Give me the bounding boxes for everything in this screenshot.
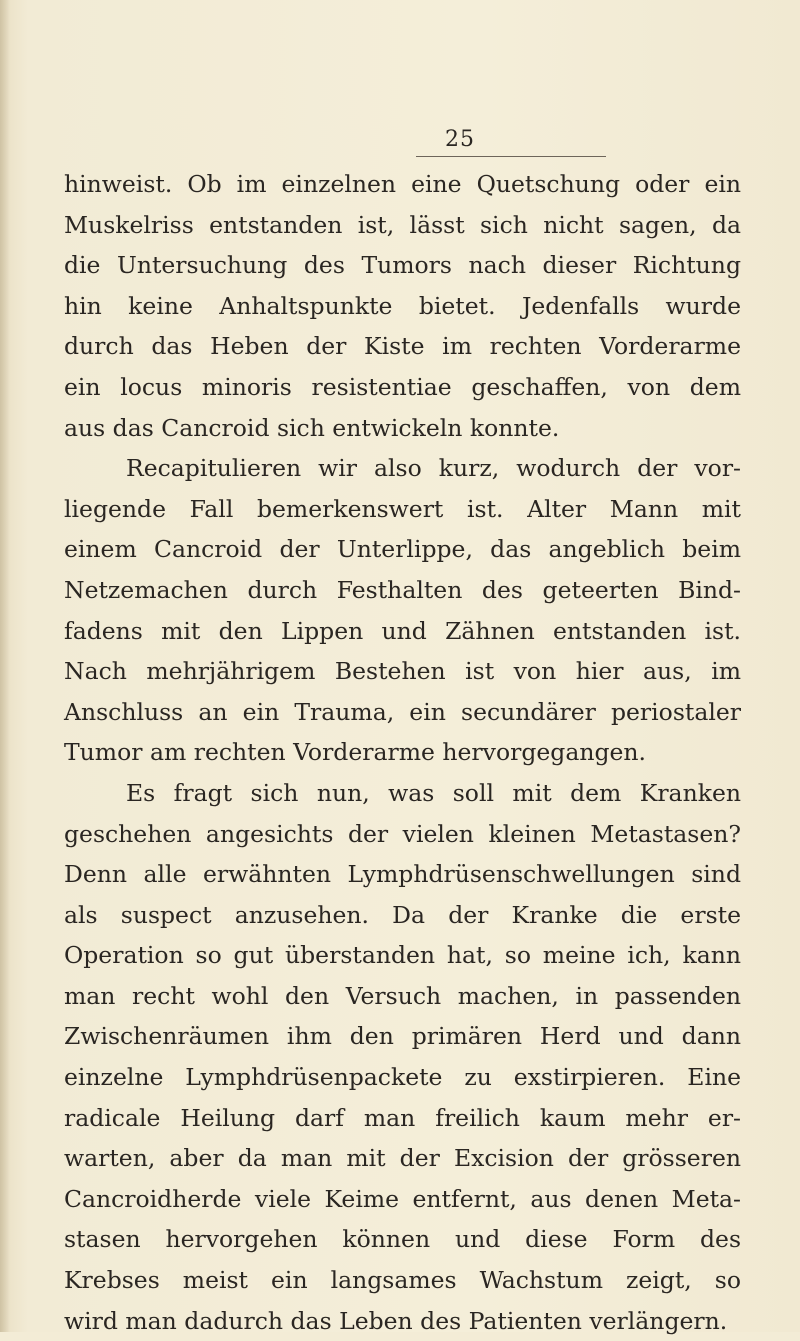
text-line: stasen hervorgehen können und diese Form des [64, 1225, 741, 1254]
text-line: einzelne Lymphdrüsenpackete zu exstirpieren. Eine [64, 1063, 741, 1092]
text-line: Denn alle erwähnten Lymphdrüsenschwellungen sind [64, 860, 741, 889]
text-line: Netzemachen durch Festhalten des geteerten Bind- [64, 575, 741, 604]
text-line: ein locus minoris resistentiae geschaffen, von dem [64, 372, 741, 401]
paragraph-end-line: wird man dadurch das Leben des Patienten verlängern. [64, 1306, 728, 1335]
text-line: Nach mehrjährigem Bestehen ist von hier aus, im [64, 657, 741, 686]
text-line: als suspect anzusehen. Da der Kranke die erste [64, 900, 741, 929]
text-line: Cancroidherde viele Keime entfernt, aus denen Meta- [64, 1184, 741, 1213]
text-line: warten, aber da man mit der Excision der grösseren [64, 1144, 741, 1173]
page-spine-shadow [0, 0, 10, 1332]
text-line: liegende Fall bemerkenswert ist. Alter Mann mit [64, 494, 741, 523]
header-rule [416, 156, 606, 157]
paragraph-start-line: Es fragt sich nun, was soll mit dem Kranken [126, 778, 741, 807]
page-number: 25 [445, 127, 475, 152]
text-line: hinweist. Ob im einzelnen eine Quetschung oder ein [64, 170, 741, 198]
text-line: Krebses meist ein langsames Wachstum zeigt, so [64, 1266, 741, 1295]
paragraph-start-line: Recapitulieren wir also kurz, wodurch der vor- [126, 454, 741, 483]
paragraph-end-line: Tumor am rechten Vorderarme hervorgegangen. [64, 738, 647, 767]
text-line: Muskelriss entstanden ist, lässt sich nicht sagen, da [64, 210, 741, 239]
text-line: die Untersuchung des Tumors nach dieser Richtung [64, 251, 741, 280]
text-line: Anschluss an ein Trauma, ein secundärer periostaler [64, 697, 741, 726]
text-line: Zwischenräumen ihm den primären Herd und dann [64, 1022, 741, 1051]
text-line: fadens mit den Lippen und Zähnen entstanden ist. [64, 616, 741, 645]
text-line: geschehen angesichts der vielen kleinen Metastasen? [64, 819, 741, 848]
text-line: man recht wohl den Versuch machen, in passenden [64, 981, 741, 1010]
text-line: radicale Heilung darf man freilich kaum mehr er- [64, 1103, 741, 1132]
text-line: einem Cancroid der Unterlippe, das angeblich beim [64, 535, 741, 564]
paragraph-end-line: aus das Cancroid sich entwickeln konnte. [64, 413, 560, 442]
text-line: Operation so gut überstanden hat, so meine ich, kann [64, 941, 741, 970]
text-line: hin keine Anhaltspunkte bietet. Jedenfalls wurde [64, 291, 741, 320]
body-text [64, 164, 741, 1341]
text-line: durch das Heben der Kiste im rechten Vorderarme [64, 332, 741, 361]
